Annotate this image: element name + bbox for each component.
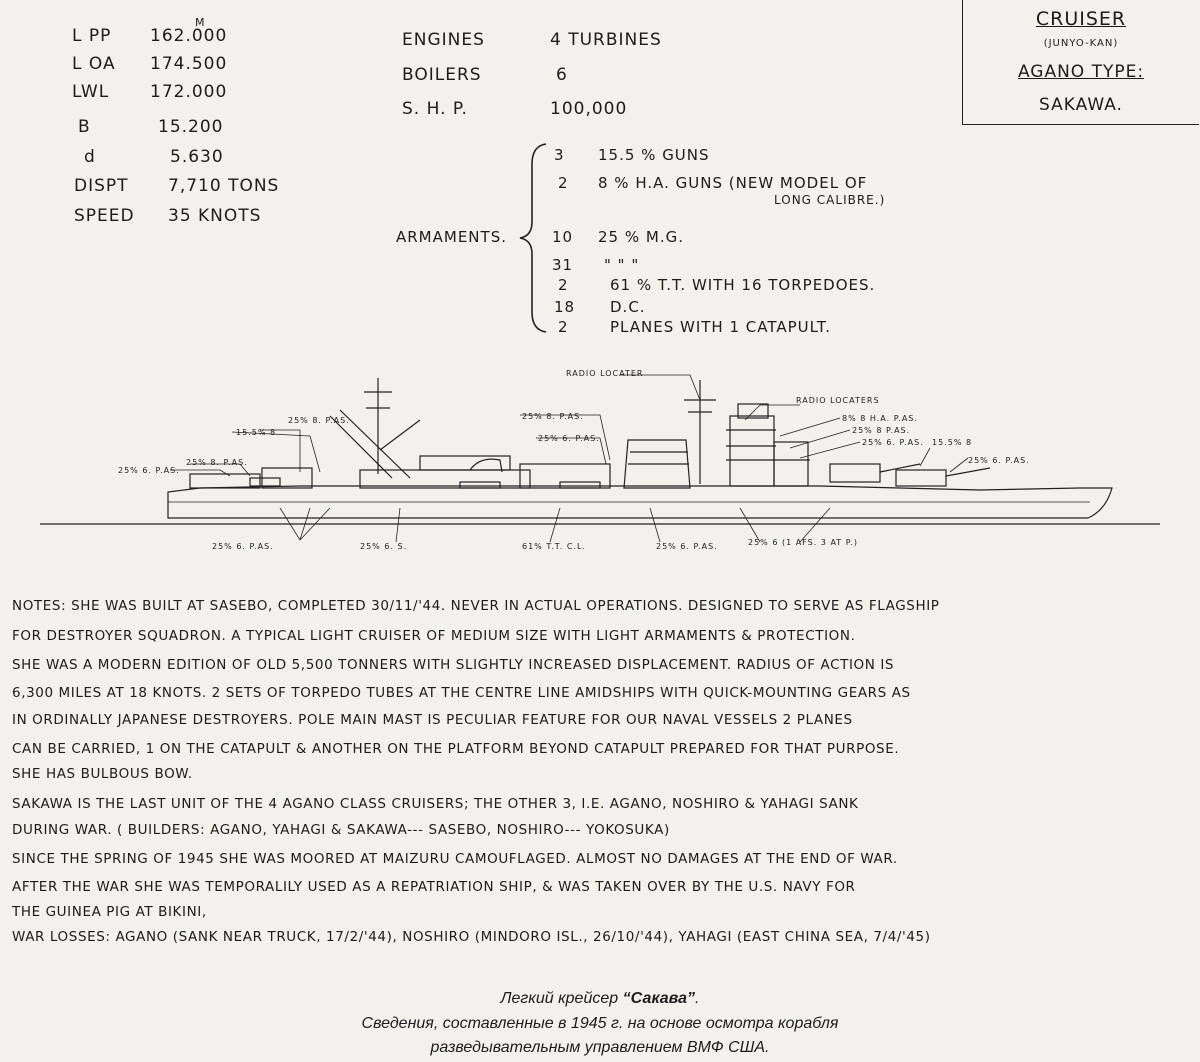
note-line: NOTES: SHE WAS BUILT AT SASEBO, COMPLETED 30/11/'44. NEVER IN ACTUAL OPERATIONS. DESIGNED TO SERVE AS FLAGSHIP xyxy=(12,598,940,614)
spec-dispt-label: DISPT xyxy=(74,176,129,196)
spec-lpp-label: L PP xyxy=(72,26,112,46)
ship-label: 25% 6. S. xyxy=(360,542,408,551)
ship-label-radio-locaters: RADIO LOCATERS xyxy=(796,396,880,405)
caption-prefix: Легкий крейсер xyxy=(500,990,623,1007)
arm-row xyxy=(558,276,876,294)
arm-row-continued xyxy=(774,193,885,207)
engines-row xyxy=(402,30,662,50)
note-line: 6,300 MILES AT 18 KNOTS. 2 SETS OF TORPEDO TUBES AT THE CENTRE LINE AMIDSHIPS WITH QUICK-MOUNTING GEARS AS xyxy=(12,685,911,701)
arm-qty: 31 xyxy=(552,256,574,274)
ship-label: 8% 8 H.A. P.AS. xyxy=(842,414,918,423)
arm-desc: 25 % M.G. xyxy=(598,228,684,246)
note-line: DURING WAR. ( BUILDERS: AGANO, YAHAGI & SAKAWA--- SASEBO, NOSHIRO--- YOKOSUKA) xyxy=(12,822,670,838)
ship-label: 15.5% 8 xyxy=(236,428,277,437)
note-line: SAKAWA IS THE LAST UNIT OF THE 4 AGANO CLASS CRUISERS; THE OTHER 3, I.E. AGANO, NOSHIRO & YAHAGI SANK xyxy=(12,796,859,812)
shp-row xyxy=(402,99,628,119)
boilers-label: BOILERS xyxy=(402,65,482,85)
arm-row xyxy=(554,298,646,316)
caption-line: Сведения, составленные в 1945 г. на основе осмотра корабля xyxy=(361,1015,839,1032)
arm-qty: 3 xyxy=(554,146,565,164)
arm-qty: 10 xyxy=(552,228,574,246)
arm-qty: 2 xyxy=(558,318,569,336)
ship-label: 25% 6. P.AS. xyxy=(968,456,1030,465)
arm-row xyxy=(558,318,832,336)
caption-line: разведывательным управлением ВМФ США. xyxy=(430,1039,770,1056)
arm-row xyxy=(554,146,710,164)
arm-qty: 2 xyxy=(558,174,569,192)
class-name: AGANO TYPE: xyxy=(1017,62,1145,82)
ship-label: 25% 6. P.AS. xyxy=(118,466,180,475)
note-line: SHE HAS BULBOUS BOW. xyxy=(12,766,193,782)
arm-desc: 15.5 % GUNS xyxy=(598,146,710,164)
spec-d-value: 5.630 xyxy=(170,147,224,167)
spec-dispt xyxy=(74,176,280,196)
arm-desc: LONG CALIBRE.) xyxy=(774,193,886,207)
spec-lpp-unit: M xyxy=(195,16,206,29)
class-type: CRUISER xyxy=(1035,8,1127,30)
spec-loa-label: L OA xyxy=(72,54,116,74)
note-line: CAN BE CARRIED, 1 ON THE CATAPULT & ANOTHER ON THE PLATFORM BEYOND CATAPULT PREPARED FOR THAT PURPOSE. xyxy=(12,741,900,757)
note-line: FOR DESTROYER SQUADRON. A TYPICAL LIGHT CRUISER OF MEDIUM SIZE WITH LIGHT ARMAMENTS & PROTECTION. xyxy=(12,628,856,644)
spec-loa xyxy=(72,54,228,74)
caption-suffix: . xyxy=(695,990,700,1007)
spec-lpp xyxy=(72,16,228,46)
engines-label: ENGINES xyxy=(402,30,485,50)
ship-label: 25% 6. P.AS. xyxy=(862,438,924,447)
ship-profile-icon xyxy=(0,360,1200,570)
spec-d-label: d xyxy=(84,147,96,167)
shp-value: 100,000 xyxy=(550,99,628,119)
arm-desc: " " " xyxy=(604,256,640,274)
spec-speed xyxy=(74,206,262,226)
spec-b-value: 15.200 xyxy=(158,117,224,137)
caption-ship-name: “Сакава” xyxy=(622,990,695,1007)
arm-row xyxy=(552,256,640,274)
note-line: SHE WAS A MODERN EDITION OF OLD 5,500 TONNERS WITH SLIGHTLY INCREASED DISPLACEMENT. RADIUS OF ACTION IS xyxy=(12,657,895,673)
caption-title xyxy=(0,990,1200,1008)
boilers-value: 6 xyxy=(556,65,568,85)
arm-row xyxy=(552,228,684,246)
note-line: THE GUINEA PIG AT BIKINI, xyxy=(12,904,207,920)
spec-speed-label: SPEED xyxy=(74,206,135,226)
note-line: IN ORDINALLY JAPANESE DESTROYERS. POLE MAIN MAST IS PECULIAR FEATURE FOR OUR NAVAL VESSELS 2 PLANES xyxy=(12,712,853,728)
ship-label: 25% 6. P.AS. xyxy=(212,542,274,551)
ship-name: SAKAWA. xyxy=(1039,95,1123,115)
engines-value: 4 TURBINES xyxy=(550,30,662,50)
spec-dispt-value: 7,710 TONS xyxy=(168,176,280,196)
arm-row xyxy=(558,174,868,192)
ship-label: 61% T.T. C.L. xyxy=(522,542,586,551)
spec-d xyxy=(84,147,224,167)
class-box xyxy=(962,0,1199,125)
arm-desc: 8 % H.A. GUNS (NEW MODEL OF xyxy=(598,174,868,192)
ship-label: 25% 8. P.AS. xyxy=(186,458,248,467)
shp-label: S. H. P. xyxy=(402,99,468,119)
ship-label: 25% 8. P.AS. xyxy=(522,412,584,421)
ship-label: 15.5% 8 xyxy=(932,438,973,447)
arm-qty: 18 xyxy=(554,298,576,316)
spec-lwl-value: 172.000 xyxy=(150,82,228,102)
spec-loa-value: 174.500 xyxy=(150,54,228,74)
boilers-row xyxy=(402,65,568,85)
spec-speed-value: 35 KNOTS xyxy=(168,206,262,226)
ship-label: 25% 6. P.AS. xyxy=(656,542,718,551)
ship-label: 25% 8. P.AS. xyxy=(288,416,350,425)
spec-lwl xyxy=(72,82,228,102)
arm-qty: 2 xyxy=(558,276,569,294)
note-line: AFTER THE WAR SHE WAS TEMPORALILY USED AS A REPATRIATION SHIP, & WAS TAKEN OVER BY THE U.S. NAVY FOR xyxy=(12,879,856,895)
arm-desc: PLANES WITH 1 CATAPULT. xyxy=(610,318,832,336)
spec-b-label: B xyxy=(78,117,91,137)
ship-label: 25% 6. P.AS. xyxy=(538,434,600,443)
class-subtype: (JUNYO-KAN) xyxy=(1043,38,1119,49)
arm-desc: 61 % T.T. WITH 16 TORPEDOES. xyxy=(610,276,876,294)
ship-label: 25% 6 (1 AFS. 3 AT P.) xyxy=(748,538,858,547)
armaments-label: ARMAMENTS. xyxy=(396,228,507,246)
ship-label-radio-locater: RADIO LOCATER xyxy=(566,369,644,378)
spec-lwl-label: LWL xyxy=(72,82,110,102)
spec-b xyxy=(78,117,224,137)
ship-label: 25% 8 P.AS. xyxy=(852,426,911,435)
note-line: WAR LOSSES: AGANO (SANK NEAR TRUCK, 17/2/'44), NOSHIRO (MINDORO ISL., 26/10/'44), YAHAGI (EAST CHINA SEA, 7/4/'45) xyxy=(12,929,931,945)
note-line: SINCE THE SPRING OF 1945 SHE WAS MOORED AT MAIZURU CAMOUFLAGED. ALMOST NO DAMAGES AT THE END OF WAR. xyxy=(12,851,898,867)
spec-lpp-value: 162.000 xyxy=(150,26,228,46)
arm-desc: D.C. xyxy=(610,298,646,316)
brace-icon xyxy=(516,140,556,336)
